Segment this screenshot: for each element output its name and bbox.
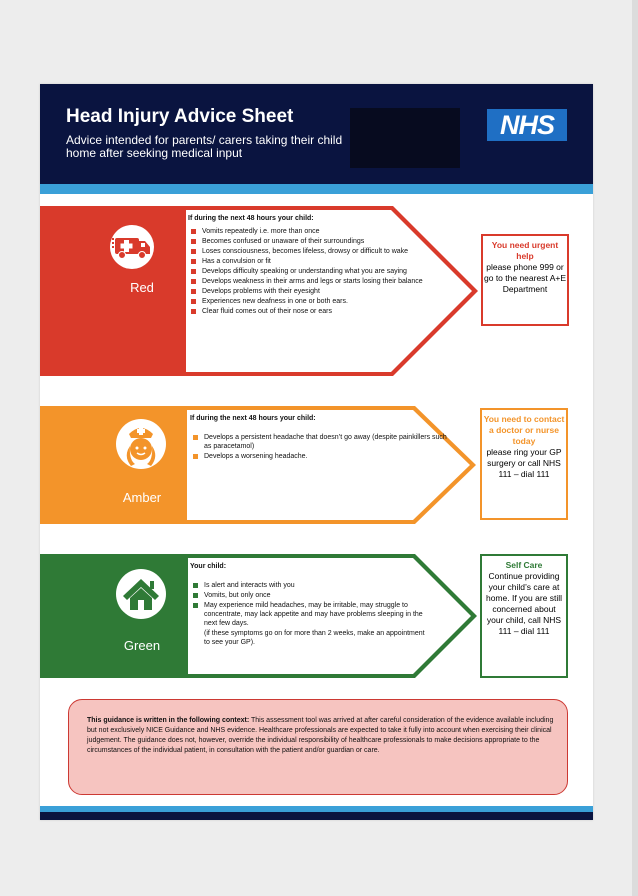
- amber-heading: If during the next 48 hours your child:: [190, 415, 316, 422]
- green-level-label: Green: [123, 638, 161, 653]
- list-item: Vomits repeatedly i.e. more than once: [188, 227, 430, 236]
- green-section: [40, 554, 593, 678]
- list-item: Becomes confused or unaware of their surroundings: [188, 237, 430, 246]
- footer-bar: [40, 812, 593, 820]
- document-page: [40, 84, 593, 820]
- red-section: [40, 206, 593, 376]
- green-callout-title: Self Care: [505, 560, 543, 570]
- red-heading: If during the next 48 hours your child:: [188, 215, 314, 222]
- list-item: Vomits, but only once: [190, 591, 428, 600]
- amber-callout-title: You need to contact a doctor or nurse today: [483, 414, 565, 446]
- green-callout-body: Continue providing your child’s care at home. If you are still concerned about your child, call NHS 111 – dial 111: [485, 571, 563, 636]
- list-item: Experiences new deafness in one or both ears.: [188, 297, 430, 306]
- nurse-icon: [115, 416, 167, 472]
- amber-callout-body: please ring your GP surgery or call NHS 111 – dial 111: [486, 447, 562, 479]
- home-icon: [115, 568, 167, 620]
- amber-section: [40, 406, 593, 524]
- red-callout: [481, 234, 569, 326]
- red-callout-title: You need urgent help: [491, 240, 559, 261]
- list-item: Develops a worsening headache.: [190, 452, 452, 461]
- green-callout: [480, 554, 568, 678]
- green-note: (if these symptoms go on for more than 2 weeks, make an appointment to see your GP).: [204, 630, 425, 646]
- red-callout-body: please phone 999 or go to the nearest A+E Department: [484, 262, 566, 294]
- header-stripe: [40, 184, 593, 194]
- amber-callout: [480, 408, 568, 520]
- list-item: Has a convulsion or fit: [188, 257, 430, 266]
- list-item: Clear fluid comes out of their nose or ears: [188, 307, 430, 316]
- header-banner: [40, 84, 593, 184]
- green-heading: Your child:: [190, 563, 227, 570]
- context-box: [68, 699, 568, 795]
- list-item: Develops problems with their eyesight: [188, 287, 430, 296]
- amber-level-label: Amber: [122, 490, 162, 505]
- redacted-box: [350, 108, 460, 168]
- context-body: This assessment tool was arrived at after careful consideration of the evidence available including but not exclusively NICE Guidance and NHS evidence. Healthcare professionals are expected to take it fully into account when exercising their clinical judgement. The guidance does not, however, override the individual responsibility of healthcare professionals to make decisions appropriate to the circumstances of the individual patient, in consultation with the patient and/or guardian or care.: [87, 717, 554, 754]
- context-heading: This guidance is written in the following context:: [87, 717, 250, 724]
- ambulance-icon: [106, 224, 158, 270]
- red-content: [188, 214, 430, 317]
- green-content: [190, 562, 428, 647]
- list-item: Develops difficulty speaking or understanding what you are saying: [188, 267, 430, 276]
- list-item: Is alert and interacts with you: [190, 581, 428, 590]
- nhs-logo: NHS: [487, 109, 567, 141]
- list-item: Develops a persistent headache that doesn’t go away (despite painkillers such as paracetamol): [190, 433, 452, 451]
- page-subtitle: Advice intended for parents/ carers taking their child home after seeking medical input: [66, 133, 343, 160]
- viewer-scrollbar[interactable]: [632, 0, 638, 896]
- page-title: Head Injury Advice Sheet: [66, 106, 294, 127]
- list-item: May experience mild headaches, may be irritable, may struggle to concentrate, may lack appetite and may have problems sleeping in the next few days.: [190, 601, 428, 628]
- list-item: Develops weakness in their arms and legs or starts losing their balance: [188, 277, 430, 286]
- red-level-label: Red: [130, 280, 154, 295]
- list-item: Loses consciousness, becomes lifeless, drowsy or difficult to wake: [188, 247, 430, 256]
- amber-content: [190, 414, 452, 462]
